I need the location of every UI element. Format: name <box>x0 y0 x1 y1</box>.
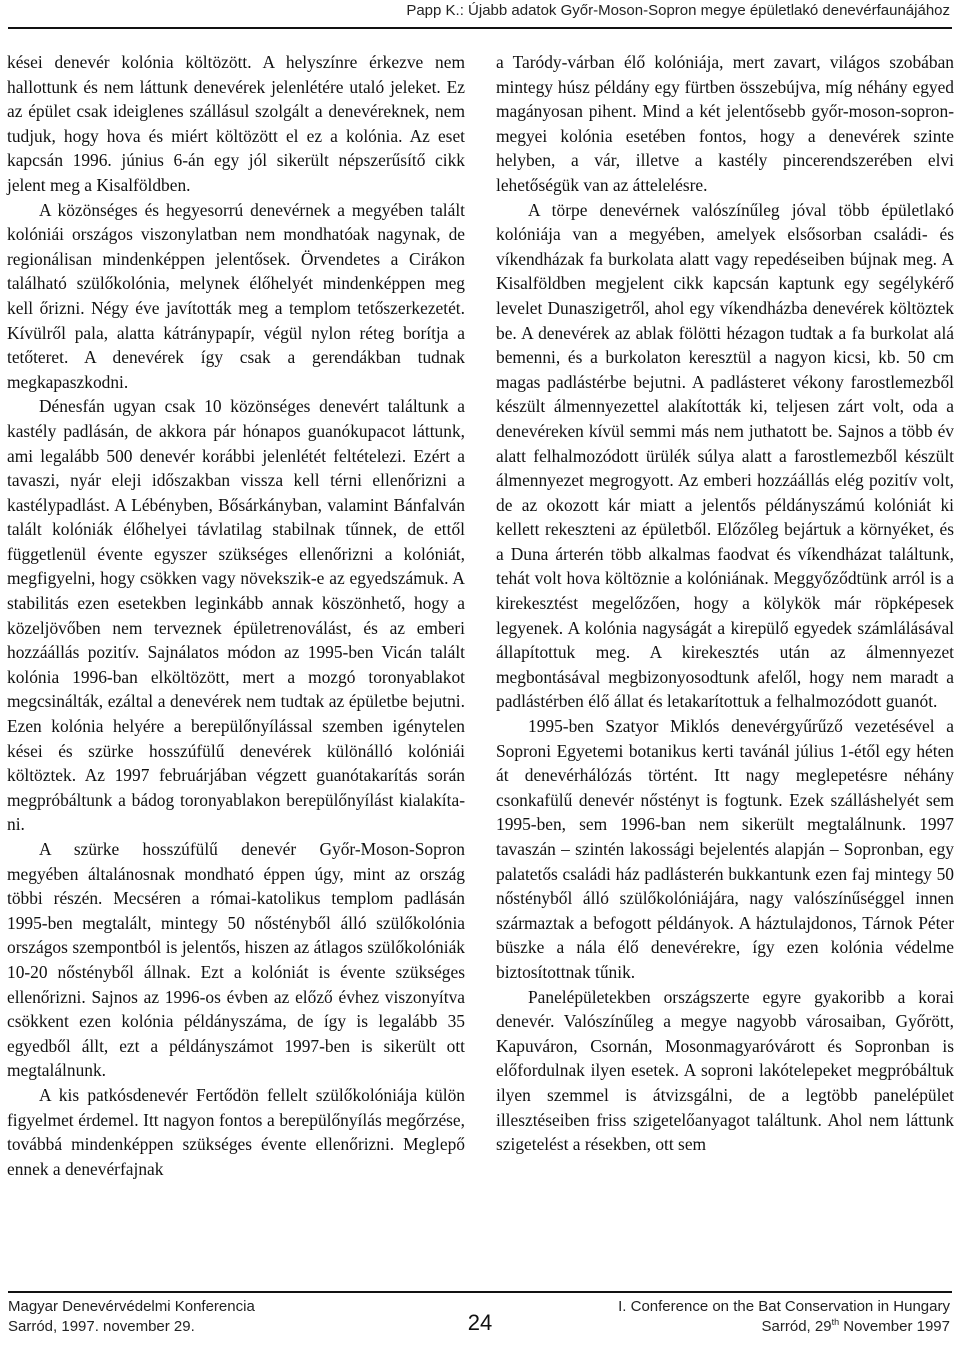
footer-right <box>618 1297 950 1337</box>
date-ordinal-suffix: th <box>831 1317 840 1327</box>
footer-conference-name-en: I. Conference on the Bat Conservation in Hungary <box>618 1298 950 1315</box>
paragraph: A közönséges és hegyesorrú denevérnek a megyében talált kolóniái országos viszonylatban nem mondhatóak nagynak, de regionálisan mindenképpen jelentősek. Örvendetes a Cirákon található szülőkolónia, melynek élőhelyét mindenképpen meg kell őrizni. Négy éve javították meg a templom tetőszerkezetét. Kívülről pala, alatta kátránypapír, végül nylon réteg borítja a tetőteret. A denevérek így csak a gerendákban tudnak megkapaszkodni. <box>7 199 465 392</box>
running-header: Papp K.: Újabb adatok Győr-Moson-Sopron megye épületlakó denevérfaunájához <box>406 2 950 19</box>
footer-conference-date: Sarród, 1997. november 29. <box>8 1318 195 1335</box>
footer-conference-name: Magyar Denevérvédelmi Konferencia <box>8 1298 255 1315</box>
footer-conference-date-en <box>618 1317 950 1337</box>
paragraph: A kis patkósdenevér Fertődön fellelt szülőkolóniája külön figyelmet érdemel. Itt nagyon fontos a berepülőnyílás megőrzése, továbbá mindenképpen szükséges évente ellenőrizni. Meglepő ennek a denevérfajnak <box>7 1084 465 1179</box>
left-text-column <box>7 50 465 1181</box>
page-number: 24 <box>467 1310 493 1335</box>
header-rule <box>8 27 952 29</box>
paragraph: a Taródy-várban élő kolóniája, mert zavart, világos szobában mintegy húsz példány egy fürtben összebújva, míg néhány egyed magányosan pihent. Mind a két jelentősebb győr-moson-sopron-megyei kolónia esetében fontos, hogy a denevérek szinte helyben, a vár, illetve a kastély pincerendszerében elvi lehetőségük van az áttelelésre. <box>496 52 954 195</box>
date-suffix: November 1997 <box>839 1318 950 1335</box>
footer-rule <box>8 1291 952 1293</box>
paragraph: Dénesfán ugyan csak 10 közönséges denevért találtunk a kastély padlásán, de akkora pár hónapos guanókupacot láttunk, ami legalább 500 denevér korábbi jelenlétét feltételezi. Ezért a tavaszi, nyár eleji időszakban vissza kell térni ellenőrizni a kastélypadlást. A Lébényben, Bősárkányban, valamint Bánfalván talált kolóniák élőhelyei távlatilag stabilnak tűnnek, de ettől függetlenül évente egyszer szükséges ellenőrizni a kolóniát, megfigyelni, hogy csökken vagy növekszik-e az egyedszámuk. A stabilitás ezen esetekben leginkább annak köszönhető, hogy a közeljövőben nem terveznek épületrenoválást, és az emberi hozzáállás pozitív. Sajnálatos módon az 1995-ben Vicán talált kolónia 1996-ban elköltözött, mert a mozgó toronyablakot megcsinálták, ezáltal a denevérek nem tudtak az épületbe bejutni. Ezen kolónia helyére a berepülőnyílással szemben igénytelen kései és szürke hosszúfülű denevérek különálló kolóniái költöztek. Az 1997 februárjában végzett guanótakarítás során megpróbáltunk a bádog toronyablakon berepülőnyílást kialakítani. <box>7 396 465 835</box>
paragraph: 1995-ben Szatyor Miklós denevérgyűrűző vezetésével a Soproni Egyetemi botanikus kerti tavánál július 1-étől egy héten át denevérhálózás történt. Itt nagy meglepetésre néhány csonkafülű denevér nőstényt is fogtunk. Ezek szálláshelyét sem 1995-ben, sem 1996-ban nem sikerült megtalálnunk. 1997 tavaszán – szintén lakossági bejelentés alapján – Sopronban, egy palatetős családi ház padlásterén bukkantunk ezen faj mintegy 50 nőstényből álló szülőkolóniájára, nagy valószínűséggel innen származtak a befogott példányok. A háztulajdonos, Tárnok Péter büszke a nála élő denevérekre, így ezen kolónia védelme biztosítottnak tűnik. <box>496 716 954 982</box>
paragraph: A szürke hosszúfülű denevér Győr-Moson-Sopron megyében általánosnak mondható éppen úgy, mint az ország többi részén. Mecséren a római-katolikus templom padlásán 1995-ben megtalált, mintegy 50 nőstényből álló szülőkolónia országos szempontból is jelentős, hiszen az átlagos szülőkolóniák 10-20 nőstényből állnak. Ezt a kolóniát is évente szükséges ellenőrizni. Sajnos az 1996-os évben az előző évhez viszonyítva csökkent ezen kolónia példányszáma, de így is legalább 35 egyedből állt, ezt a példányszámot 1997-ben is sikerült ott megtalálnunk. <box>7 839 465 1081</box>
paragraph: kései denevér kolónia költözött. A helyszínre érkezve nem hallottunk és nem láttunk denevérek jelenlétére utaló jeleket. Ez az épület csak ideiglenes szállásul szolgált a denevéreknek, nem tudjuk, hogy hova és miért költözött el ez a kolónia. Az eset kapcsán 1996. június 6-án egy jól sikerült népszerűsítő cikk jelent meg a Kisalföldben. <box>7 52 465 195</box>
paragraph: Panelépületekben országszerte egyre gyakoribb a korai denevér. Valószínűleg a megye nagyobb városaiban, Győrött, Kapuváron, Csornán, Mosonmagyaróvárott és Sopronban is előfordulnak ilyen esetek. A soproni lakótelepeket megpróbáltuk ilyen szemmel is átvizsgálni, de a legtöbb panelépület illesztéseiben friss szigetelőanyagot találtunk. Ahol nem láttunk szigetelést a résekben, ott sem <box>496 986 954 1155</box>
right-text-column <box>496 50 954 1157</box>
date-prefix: Sarród, 29 <box>761 1318 832 1335</box>
paragraph: A törpe denevérnek valószínűleg jóval több épületlakó kolóniája van a megyében, amelyek elsősorban családi- és víkendházak fa burkolata alatt vagy repedéseiben bújnak meg. A Kisalföldben megjelent cikk kapcsán kaptunk egy segélykérő levelet Dunaszigetről, ahol egy víkendházba denevérek költöztek be. A denevérek az ablak fölötti hézagon tudtak a fa burkolat alá bemenni, és a burkolaton keresztül a nagyon kicsi, kb. 50 cm magas padlástérbe bejutni. A padlásteret vékony farostlemezből készült álmennyezettel alakították ki, teljesen zárt volt, oda a denevéreken kívül semmi más nem juthatott be. Sajnos a több év alatt felhalmozódott ürülék súlya alatt a farostlemezből készült álmennyezet megrogyott. Az emberi hozzáállás elég pozitív volt, de az okozott kár miatt a jelentős példányszámú kolóniát ki kellett rekeszteni az épületből. Előzőleg bejártuk a környéket, és a Duna árterén több alkalmas faodvat és víkendházat találtunk, tehát volt hova költöznie a kolóniának. Meggyőződtünk arról is a kirekesztést megelőzően, hogy a kölykök már röpképesek legyenek. A kolónia nagyságát a kirepülő egyedek számlálásával állapítottuk meg. A kirekesztés után az álmennyezet megbontásával megbizonyosodtunk afelől, hogy nem maradt a padlástérben élő állat és letakarítottuk a felhalmozódott guanót. <box>496 199 954 712</box>
